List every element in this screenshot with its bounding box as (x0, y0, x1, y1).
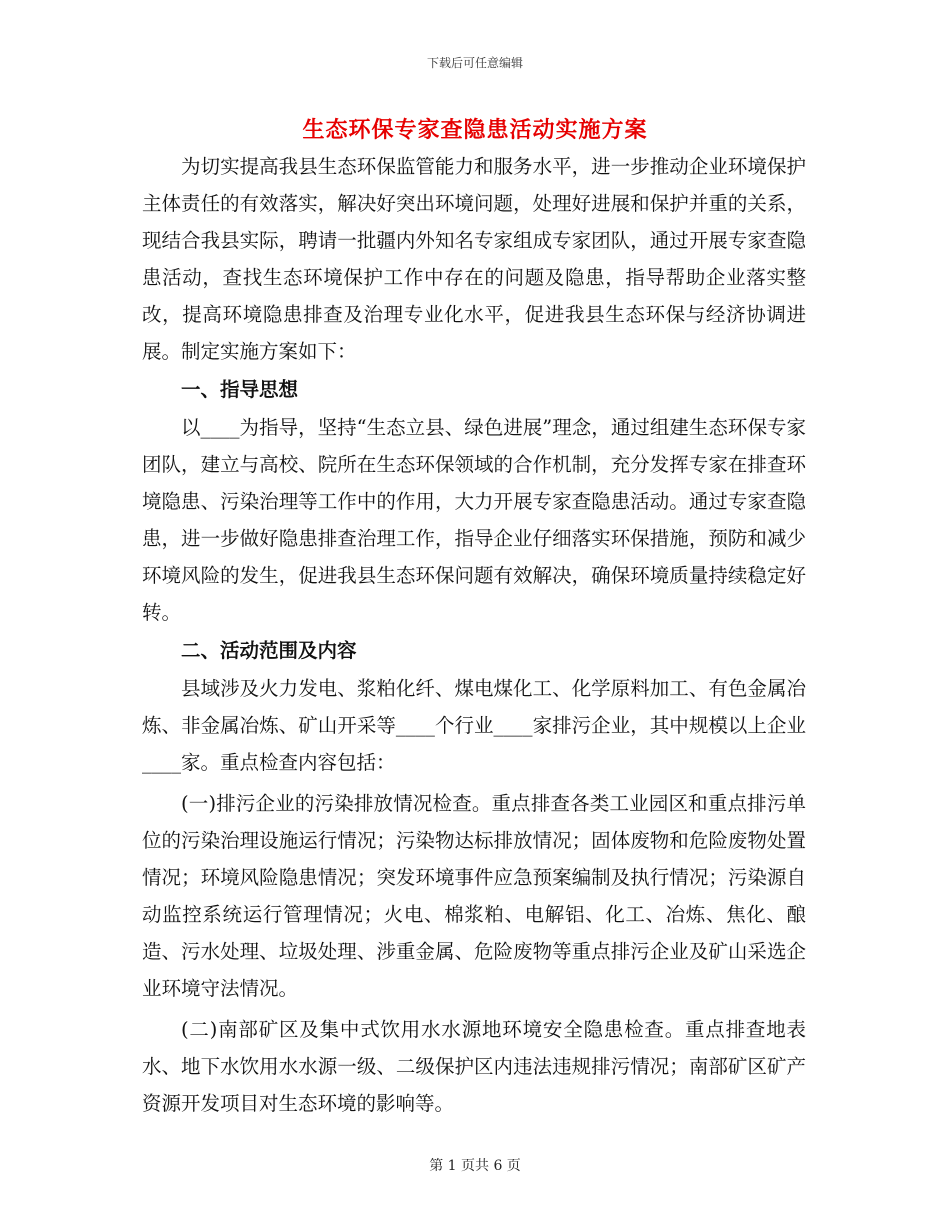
document-title: 生态环保专家查隐患活动实施方案 (302, 117, 648, 143)
header-note: 下载后可任意编辑 (426, 56, 523, 70)
document-body (142, 148, 806, 1122)
page-footer: 第 1 页共 6 页 (429, 1158, 521, 1174)
section-heading-guiding-ideology: 一、指导思想 (181, 378, 299, 401)
inspection-item-1: (一)排污企业的污染排放情况检查。重点排查各类工业园区和重点排污单位的污染治理设施运行情况；污染物达标排放情况；固体废物和危险废物处置情况；环境风险隐患情况；突发环境事件应急预案编制及执行情况；污染源自动监控系统运行管理情况；火电、棉浆粕、电解铝、化工、冶炼、焦化、酿造、污水处理、垃圾处理、涉重金属、危险废物等重点排污企业及矿山采选企业环境守法情况。 (142, 792, 806, 1000)
inspection-item-2: (二)南部矿区及集中式饮用水水源地环境安全隐患检查。重点排查地表水、地下水饮用水水源一级、二级保护区内违法违规排污情况；南部矿区矿产资源开发项目对生态环境的影响等。 (142, 1018, 806, 1115)
intro-paragraph: 为切实提高我县生态环保监管能力和服务水平，进一步推动企业环境保护主体责任的有效落实，解决好突出环境问题，处理好进展和保护并重的关系，现结合我县实际，聘请一批疆内外知名专家组成专家团队，通过开展专家查隐患活动，查找生态环境保护工作中存在的问题及隐患，指导帮助企业落实整改，提高环境隐患排查及治理专业化水平，促进我县生态环保与经济协调进展。制定实施方案如下： (142, 155, 806, 363)
scope-paragraph: 县域涉及火力发电、浆粕化纤、煤电煤化工、化学原料加工、有色金属冶炼、非金属冶炼、矿山开采等____个行业____家排污企业，其中规模以上企业____家。重点检查内容包括： (142, 677, 806, 774)
guiding-ideology-paragraph: 以____为指导，坚持“生态立县、绿色进展”理念，通过组建生态环保专家团队，建立与高校、院所在生态环保领域的合作机制，充分发挥专家在排查环境隐患、污染治理等工作中的作用，大力开展专家查隐患活动。通过专家查隐患，进一步做好隐患排查治理工作，指导企业仔细落实环保措施，预防和减少环境风险的发生，促进我县生态环保问题有效解决，确保环境质量持续稳定好转。 (142, 416, 806, 624)
section-heading-scope-and-content: 二、活动范围及内容 (181, 639, 357, 662)
